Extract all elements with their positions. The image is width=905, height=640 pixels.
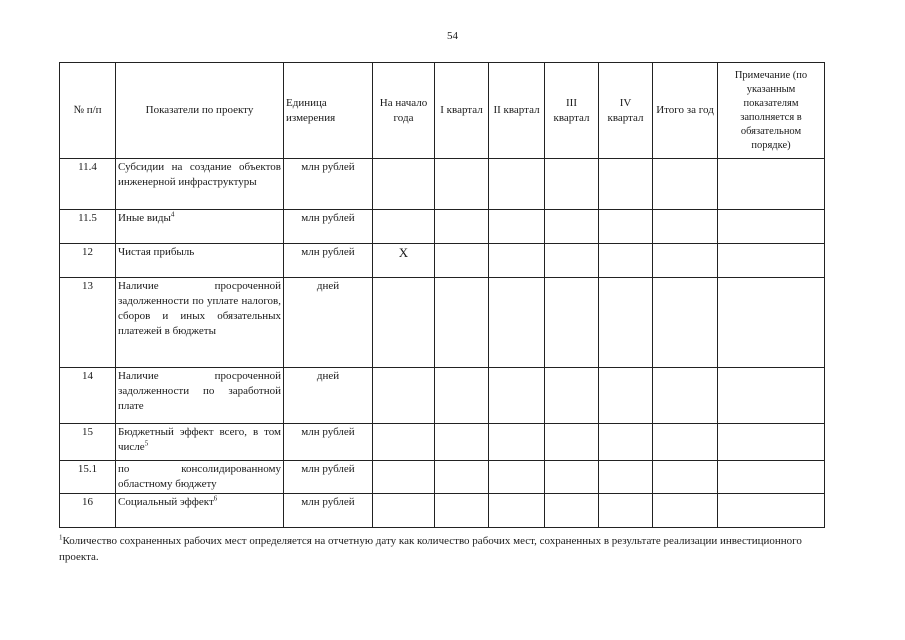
row-total-cell bbox=[653, 424, 718, 461]
row-q4-cell bbox=[599, 494, 653, 528]
row-number: 13 bbox=[60, 278, 116, 368]
row-number: 11.4 bbox=[60, 159, 116, 210]
row-total-cell bbox=[653, 278, 718, 368]
table-row bbox=[60, 278, 825, 368]
row-unit: млн рублей bbox=[284, 244, 373, 278]
indicators-table bbox=[59, 62, 825, 528]
row-indicator bbox=[116, 424, 284, 461]
row-q3-cell bbox=[545, 461, 599, 494]
row-note-cell bbox=[718, 159, 825, 210]
header-note: Примечание (по указанным показателям заполняется в обязательном порядке) bbox=[718, 63, 825, 159]
row-note-cell bbox=[718, 278, 825, 368]
table-row bbox=[60, 244, 825, 278]
row-q3-cell bbox=[545, 494, 599, 528]
table-row bbox=[60, 159, 825, 210]
row-unit: млн рублей bbox=[284, 210, 373, 244]
page-number: 54 bbox=[447, 30, 458, 42]
row-total-cell bbox=[653, 210, 718, 244]
row-q1-cell bbox=[435, 494, 489, 528]
table-row bbox=[60, 461, 825, 494]
row-total-cell bbox=[653, 494, 718, 528]
row-indicator-text: Социальный эффект bbox=[118, 496, 214, 508]
row-q2-cell bbox=[489, 368, 545, 424]
row-note-cell bbox=[718, 244, 825, 278]
row-q1-cell bbox=[435, 461, 489, 494]
row-unit: дней bbox=[284, 278, 373, 368]
row-unit: дней bbox=[284, 368, 373, 424]
row-q4-cell bbox=[599, 424, 653, 461]
header-q3: III квартал bbox=[545, 63, 599, 159]
table-row bbox=[60, 424, 825, 461]
row-q4-cell bbox=[599, 368, 653, 424]
row-q1-cell bbox=[435, 244, 489, 278]
row-q3-cell bbox=[545, 159, 599, 210]
row-indicator bbox=[116, 494, 284, 528]
row-unit: млн рублей bbox=[284, 461, 373, 494]
header-start-of-year: На начало года bbox=[373, 63, 435, 159]
row-indicator: по консолидированному областному бюджету bbox=[116, 461, 284, 494]
row-number: 15.1 bbox=[60, 461, 116, 494]
row-q1-cell bbox=[435, 368, 489, 424]
table-header-row bbox=[60, 63, 825, 159]
row-number: 14 bbox=[60, 368, 116, 424]
table-row bbox=[60, 210, 825, 244]
row-q1-cell bbox=[435, 278, 489, 368]
row-indicator bbox=[116, 210, 284, 244]
header-unit: Единица измерения bbox=[284, 63, 373, 159]
row-start-value: X bbox=[373, 244, 435, 278]
row-q3-cell bbox=[545, 244, 599, 278]
row-start-value bbox=[373, 461, 435, 494]
row-start-value bbox=[373, 368, 435, 424]
row-q3-cell bbox=[545, 368, 599, 424]
table-row bbox=[60, 368, 825, 424]
header-q1: I квартал bbox=[435, 63, 489, 159]
header-q2: II квартал bbox=[489, 63, 545, 159]
row-q1-cell bbox=[435, 159, 489, 210]
row-q2-cell bbox=[489, 159, 545, 210]
row-indicator: Наличие просроченной задолженности по уплате налогов, сборов и иных обязательных платежей в бюджеты bbox=[116, 278, 284, 368]
header-q4: IV квартал bbox=[599, 63, 653, 159]
row-q1-cell bbox=[435, 424, 489, 461]
row-start-value bbox=[373, 159, 435, 210]
row-q3-cell bbox=[545, 278, 599, 368]
row-start-value bbox=[373, 278, 435, 368]
row-note-cell bbox=[718, 461, 825, 494]
row-q1-cell bbox=[435, 210, 489, 244]
row-q4-cell bbox=[599, 210, 653, 244]
row-q3-cell bbox=[545, 210, 599, 244]
row-number: 15 bbox=[60, 424, 116, 461]
row-indicator-text: Иные виды bbox=[118, 212, 171, 224]
row-q4-cell bbox=[599, 461, 653, 494]
row-total-cell bbox=[653, 244, 718, 278]
row-indicator: Субсидии на создание объектов инженерной инфраструктуры bbox=[116, 159, 284, 210]
header-indicator: Показатели по проекту bbox=[116, 63, 284, 159]
row-total-cell bbox=[653, 461, 718, 494]
row-unit: млн рублей bbox=[284, 159, 373, 210]
row-number: 16 bbox=[60, 494, 116, 528]
table-row bbox=[60, 494, 825, 528]
row-q2-cell bbox=[489, 461, 545, 494]
row-unit: млн рублей bbox=[284, 494, 373, 528]
row-q2-cell bbox=[489, 424, 545, 461]
row-indicator: Чистая прибыль bbox=[116, 244, 284, 278]
row-q4-cell bbox=[599, 159, 653, 210]
row-start-value bbox=[373, 424, 435, 461]
row-note-cell bbox=[718, 210, 825, 244]
row-note-cell bbox=[718, 494, 825, 528]
row-indicator: Наличие просроченной задолженности по заработной плате bbox=[116, 368, 284, 424]
footnote-ref: 4 bbox=[170, 210, 175, 219]
row-q2-cell bbox=[489, 244, 545, 278]
header-year-total: Итого за год bbox=[653, 63, 718, 159]
row-q2-cell bbox=[489, 278, 545, 368]
row-start-value bbox=[373, 494, 435, 528]
footnote bbox=[59, 533, 839, 565]
row-q3-cell bbox=[545, 424, 599, 461]
row-unit: млн рублей bbox=[284, 424, 373, 461]
row-start-value bbox=[373, 210, 435, 244]
footnote-ref: 5 bbox=[144, 439, 149, 448]
row-q4-cell bbox=[599, 278, 653, 368]
row-number: 12 bbox=[60, 244, 116, 278]
row-total-cell bbox=[653, 368, 718, 424]
footnote-marker: 1 bbox=[59, 533, 63, 542]
row-note-cell bbox=[718, 368, 825, 424]
row-q2-cell bbox=[489, 210, 545, 244]
header-number: № п/п bbox=[60, 63, 116, 159]
footnote-ref: 6 bbox=[213, 494, 218, 503]
row-total-cell bbox=[653, 159, 718, 210]
row-q4-cell bbox=[599, 244, 653, 278]
row-number: 11.5 bbox=[60, 210, 116, 244]
row-note-cell bbox=[718, 424, 825, 461]
row-indicator-text: Бюджетный эффект всего, в том числе bbox=[118, 426, 281, 453]
row-q2-cell bbox=[489, 494, 545, 528]
footnote-text: Количество сохраненных рабочих мест определяется на отчетную дату как количество рабочих мест, сохраненных в результате реализации инвестиционного проекта. bbox=[59, 535, 802, 563]
